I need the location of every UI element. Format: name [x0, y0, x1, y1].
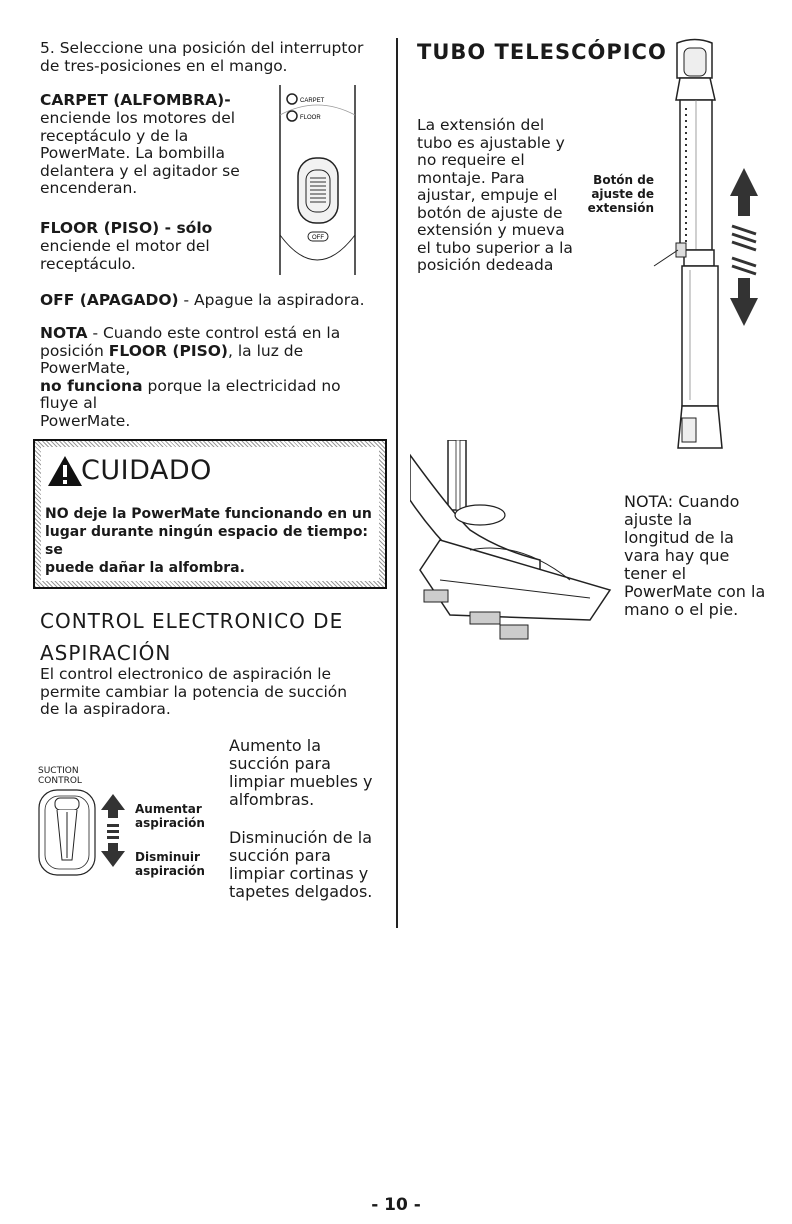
- column-divider: [396, 38, 398, 928]
- nota-paragraph: NOTA - Cuando este control está en la posición FLOOR (PISO), la luz de PowerMate, no funciona porque la electricidad no fluye al PowerMate.: [40, 324, 341, 430]
- down-arrow-icon: [730, 278, 758, 326]
- floor-indicator-icon: [287, 111, 297, 121]
- decrease-suction-text: Disminución de la succión para limpiar cortinas y tapetes delgados.: [229, 828, 373, 901]
- off-line: OFF (APAGADO) - Apague la aspiradora.: [40, 291, 365, 309]
- telescoping-tube-title: TUBO TELESCÓPICO: [417, 40, 667, 64]
- warning-triangle-icon: [47, 455, 83, 487]
- up-arrow-icon: [730, 168, 758, 216]
- switch-off-label: OFF: [312, 235, 324, 241]
- three-position-switch-illustration: [275, 85, 370, 280]
- powermate-foot-illustration: [410, 440, 620, 650]
- caution-title: CUIDADO: [81, 455, 212, 486]
- carpet-heading: CARPET (ALFOMBRA)-: [40, 91, 231, 109]
- suction-control-slider-illustration: [37, 788, 137, 883]
- carpet-indicator-icon: [287, 94, 297, 104]
- control-heading: CONTROL ELECTRONICO DE ASPIRACIÓN: [40, 609, 344, 665]
- caution-box: [33, 439, 387, 589]
- floor-heading: FLOOR (PISO) - sólo: [40, 219, 213, 237]
- telescopic-tube-illustration: [640, 38, 780, 458]
- switch-floor-label: FLOOR: [300, 115, 321, 121]
- page-number: - 10 -: [371, 1195, 421, 1215]
- off-label: OFF (APAGADO): [40, 291, 179, 309]
- powermate-note: NOTA: Cuando ajuste la longitud de la vara hay que tener el PowerMate con la mano o el pie.: [624, 492, 766, 619]
- floor-description: enciende el motor del receptáculo.: [40, 237, 210, 273]
- decrease-suction-label: Disminuir aspiración: [135, 850, 205, 878]
- step-5-text: 5. Seleccione una posición del interruptor de tres-posiciones en el mango.: [40, 39, 364, 75]
- telescoping-tube-description: La extensión del tubo es ajustable y no requeire el montaje. Para ajustar, empuje el botón de ajuste de extensión y mueva el tubo superior a la posición dedeada: [417, 116, 573, 274]
- increase-suction-label: Aumentar aspiración: [135, 802, 205, 830]
- switch-carpet-label: CARPET: [300, 98, 325, 104]
- control-description: El control electronico de aspiración le permite cambiar la potencia de succión de la aspiradora.: [40, 665, 348, 718]
- caution-text: NO deje la PowerMate funcionando en un lugar durante ningún espacio de tiempo: se puede dañar la alfombra.: [45, 506, 372, 576]
- suction-control-label: SUCTION CONTROL: [38, 766, 82, 786]
- extension-button-label: Botón de ajuste de extensión: [587, 173, 654, 215]
- up-arrow-icon: [101, 794, 125, 818]
- increase-suction-text: Aumento la succión para limpiar muebles y alfombras.: [229, 736, 373, 809]
- down-arrow-icon: [101, 843, 125, 867]
- carpet-description: enciende los motores del receptáculo y de la PowerMate. La bombilla delantera y el agitador se encenderan.: [40, 109, 240, 197]
